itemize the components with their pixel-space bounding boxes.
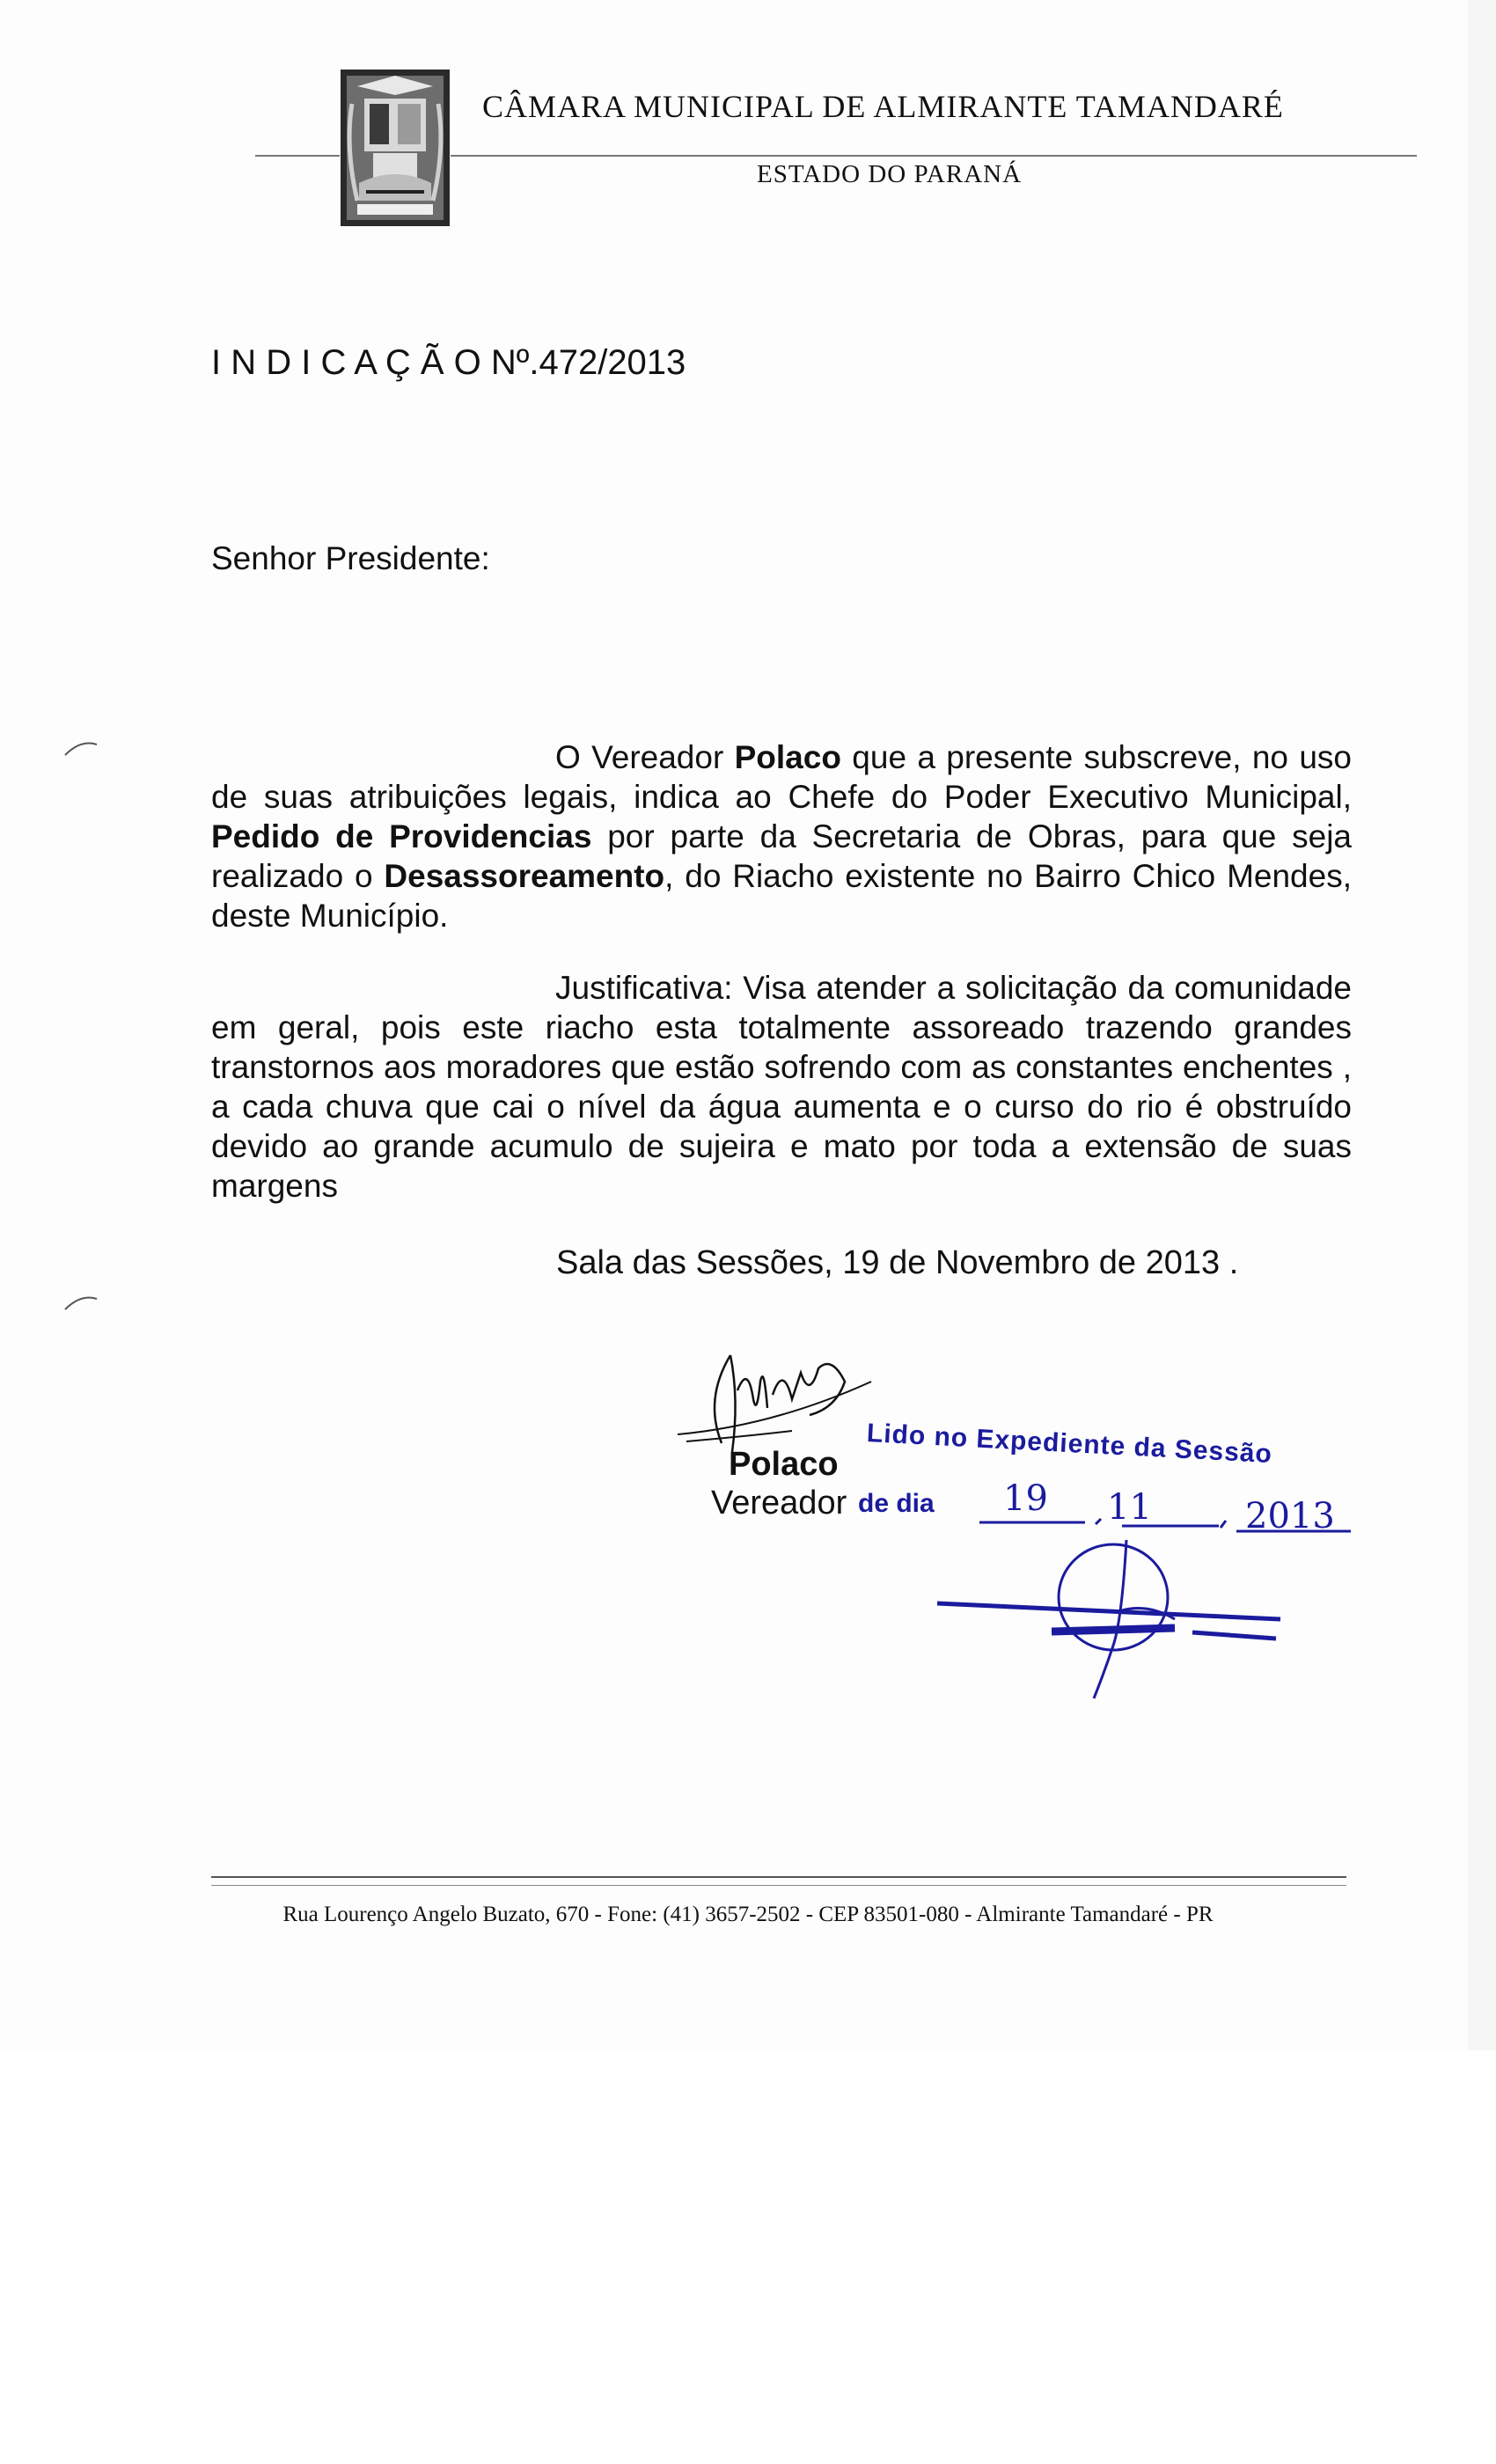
page-edge [1468, 0, 1496, 2050]
footer-address: Rua Lourenço Angelo Buzato, 670 - Fone: (41) 3657-2502 - CEP 83501-080 - Almirante Tamandaré - PR [282, 1903, 1214, 1926]
text-run: , do Riacho existente no Bairro Chico Mendes, deste Município. [211, 858, 1352, 934]
session-date-line: Sala das Sessões, 19 de Novembro de 2013 . [556, 1244, 1239, 1281]
text-run: O Vereador [555, 739, 735, 775]
state-name: ESTADO DO PARANÁ [757, 160, 1023, 188]
bold-phrase: Polaco [734, 739, 841, 775]
header-rule-left [255, 155, 340, 157]
stamp-month: 11 [1107, 1487, 1152, 1528]
municipal-coat-of-arms-icon [340, 69, 451, 227]
punch-mark-icon [60, 1290, 104, 1316]
chamber-name: CÂMARA MUNICIPAL DE ALMIRANTE TAMANDARÉ [482, 89, 1284, 124]
header-rule-right [451, 155, 1417, 157]
paragraph-indication [211, 737, 1352, 935]
text-run: que a presente subscreve, no uso de suas atribuições legais, indica ao Chefe do Poder Executivo Municipal, [211, 739, 1352, 815]
greeting: Senhor Presidente: [211, 540, 490, 576]
stamp-heading: Lido no Expediente da Sessão [866, 1419, 1273, 1470]
stamp-lines-icon [858, 1408, 1351, 1725]
punch-mark-icon [60, 736, 104, 762]
bold-phrase: Desassoreamento [384, 858, 665, 894]
stamp-date-prefix: de dia [858, 1489, 935, 1518]
stamp-year: 2013 [1245, 1496, 1335, 1536]
footer-rule-top [211, 1876, 1346, 1878]
footer-rule-bottom [211, 1885, 1346, 1886]
signer-name: Polaco [729, 1446, 839, 1483]
stamp-day: 19 [1003, 1478, 1048, 1519]
receipt-stamp [858, 1408, 1351, 1725]
signer-role: Vereador [711, 1485, 847, 1522]
text-run: por parte da Secretaria de Obras, para que seja realizado o [211, 818, 1352, 894]
bold-phrase: Pedido de Providencias [211, 818, 592, 854]
paragraph-justification: Justificativa: Visa atender a solicitação da comunidade em geral, pois este riacho esta totalmente assoreado trazendo grandes transtornos aos moradores que estão sofrendo com as constantes enchentes , a cada chuva que cai o nível da água aumenta e o curso do rio é obstruído devido ao grande acumulo de sujeira e mato por toda a extensão de suas margens [211, 970, 1352, 1204]
document-title: I N D I C A Ç Ã O Nº.472/2013 [211, 343, 686, 382]
